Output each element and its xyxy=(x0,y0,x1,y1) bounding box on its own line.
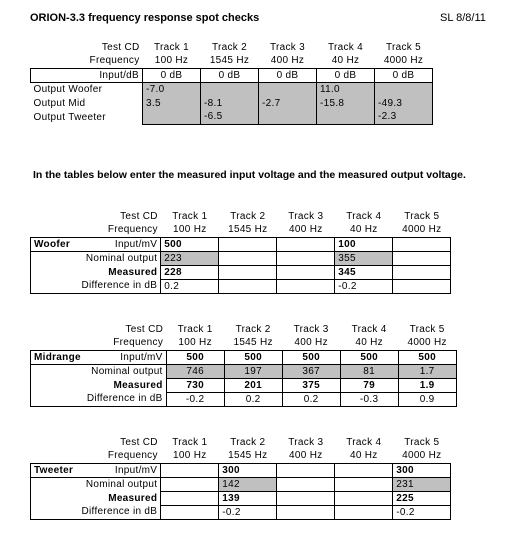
woofer-difference-4: -0.2 xyxy=(335,279,393,293)
track-1-header: Track 1 xyxy=(172,436,208,448)
input-mv-row xyxy=(31,463,451,477)
tweeter-measured-4[interactable] xyxy=(335,491,393,505)
midrange-nominal-5: 1.7 xyxy=(398,364,456,378)
tweeter-section-label: Tweeter xyxy=(31,463,79,477)
output-mid-label: Output Mid xyxy=(33,97,86,109)
frequency-2: 1545 Hz xyxy=(228,224,268,236)
nominal-output-row xyxy=(31,477,451,491)
midrange-difference-5: 0.9 xyxy=(398,392,456,406)
midrange-nominal-4: 81 xyxy=(340,364,398,378)
woofer-difference-2 xyxy=(219,279,277,293)
tweeter-difference-1 xyxy=(161,505,219,519)
frequency-2: 1545 Hz xyxy=(209,55,250,67)
woofer-measured-5[interactable] xyxy=(393,265,451,279)
input-mv-label: Input/mV xyxy=(79,463,161,477)
output-tweeter-5: -2.3 xyxy=(375,110,433,124)
tweeter-measured-5[interactable]: 225 xyxy=(393,491,451,505)
tweeter-input-2[interactable]: 300 xyxy=(219,463,277,477)
output-tweeter-3 xyxy=(259,110,317,124)
test-cd-label: Test CD xyxy=(120,210,158,222)
track-4-header: Track 4 xyxy=(346,210,382,222)
frequency-label: Frequency xyxy=(89,55,140,67)
woofer-measured-2[interactable] xyxy=(219,265,277,279)
woofer-input-5[interactable] xyxy=(393,237,451,251)
woofer-input-2[interactable] xyxy=(219,237,277,251)
output-woofer-4: 11.0 xyxy=(317,82,375,96)
input-mv-row xyxy=(31,237,451,251)
tweeter-input-4[interactable] xyxy=(335,463,393,477)
input-db-label: Input/dB xyxy=(31,68,143,82)
test-cd-label: Test CD xyxy=(120,436,158,448)
difference-row xyxy=(31,505,451,519)
tweeter-input-1[interactable] xyxy=(161,463,219,477)
input-db-4: 0 dB xyxy=(317,68,375,82)
frequency-3: 400 Hz xyxy=(289,450,323,462)
frequency-4: 40 Hz xyxy=(331,55,360,67)
output-woofer-label: Output Woofer xyxy=(33,83,103,95)
frequency-label: Frequency xyxy=(107,224,158,236)
midrange-input-5[interactable]: 500 xyxy=(398,350,456,364)
nominal-output-label: Nominal output xyxy=(91,365,163,377)
tweeter-nominal-5: 231 xyxy=(393,477,451,491)
measured-row xyxy=(31,378,457,392)
output-tweeter-2: -6.5 xyxy=(201,110,259,124)
track-5-header: Track 5 xyxy=(404,436,440,448)
author-date: SL 8/8/11 xyxy=(440,12,486,24)
midrange-input-1[interactable]: 500 xyxy=(166,350,224,364)
header-row-frequency xyxy=(31,54,433,68)
midrange-measured-2[interactable]: 201 xyxy=(224,378,282,392)
header-row-test-cd xyxy=(31,435,451,449)
input-mv-row xyxy=(31,350,457,364)
frequency-4: 40 Hz xyxy=(355,337,383,349)
measured-label: Measured xyxy=(113,379,163,391)
frequency-1: 100 Hz xyxy=(173,224,207,236)
track-3-header: Track 3 xyxy=(269,41,306,53)
difference-row xyxy=(31,279,451,293)
midrange-section-label: Midrange xyxy=(31,350,84,364)
input-db-2: 0 dB xyxy=(201,68,259,82)
midrange-nominal-2: 197 xyxy=(224,364,282,378)
test-cd-label: Test CD xyxy=(101,41,140,53)
frequency-5: 4000 Hz xyxy=(402,450,442,462)
frequency-label: Frequency xyxy=(113,337,164,349)
output-tweeter-row xyxy=(31,110,433,124)
midrange-measured-3[interactable]: 375 xyxy=(282,378,340,392)
woofer-measured-3[interactable] xyxy=(277,265,335,279)
track-2-header: Track 2 xyxy=(230,436,266,448)
measured-label: Measured xyxy=(108,266,158,278)
woofer-nominal-5 xyxy=(393,251,451,265)
midrange-difference-2: 0.2 xyxy=(224,392,282,406)
woofer-nominal-3 xyxy=(277,251,335,265)
track-2-header: Track 2 xyxy=(211,41,248,53)
midrange-difference-1: -0.2 xyxy=(166,392,224,406)
tweeter-nominal-3 xyxy=(277,477,335,491)
nominal-output-row xyxy=(31,251,451,265)
frequency-label: Frequency xyxy=(107,450,158,462)
midrange-difference-4: -0.3 xyxy=(340,392,398,406)
tweeter-nominal-2: 142 xyxy=(219,477,277,491)
tweeter-difference-3 xyxy=(277,505,335,519)
difference-label: Difference in dB xyxy=(79,505,161,519)
difference-label: Difference in dB xyxy=(84,392,166,406)
woofer-section-label: Woofer xyxy=(31,237,79,251)
tweeter-nominal-4 xyxy=(335,477,393,491)
frequency-4: 40 Hz xyxy=(349,450,378,462)
midrange-measured-5[interactable]: 1.9 xyxy=(398,378,456,392)
measured-label: Measured xyxy=(108,492,158,504)
frequency-3: 400 Hz xyxy=(294,337,328,349)
woofer-nominal-1: 223 xyxy=(161,251,219,265)
difference-row xyxy=(31,392,457,406)
output-woofer-1: -7.0 xyxy=(143,82,201,96)
track-5-header: Track 5 xyxy=(409,323,445,335)
frequency-3: 400 Hz xyxy=(289,224,323,236)
input-db-3: 0 dB xyxy=(259,68,317,82)
frequency-1: 100 Hz xyxy=(154,55,189,67)
frequency-2: 1545 Hz xyxy=(228,450,268,462)
midrange-measured-1[interactable]: 730 xyxy=(166,378,224,392)
woofer-table xyxy=(30,209,451,294)
frequency-4: 40 Hz xyxy=(349,224,378,236)
nominal-output-row xyxy=(31,364,457,378)
header-row-test-cd xyxy=(31,209,451,223)
tweeter-measured-3[interactable] xyxy=(277,491,335,505)
header-row-frequency xyxy=(31,223,451,237)
output-mid-row xyxy=(31,96,433,110)
woofer-input-4[interactable]: 100 xyxy=(335,237,393,251)
output-mid-3: -2.7 xyxy=(259,96,317,110)
track-2-header: Track 2 xyxy=(235,323,271,335)
tweeter-difference-4 xyxy=(335,505,393,519)
woofer-input-3[interactable] xyxy=(277,237,335,251)
track-3-header: Track 3 xyxy=(288,436,324,448)
track-3-header: Track 3 xyxy=(293,323,329,335)
midrange-measured-4[interactable]: 79 xyxy=(340,378,398,392)
track-3-header: Track 3 xyxy=(288,210,324,222)
woofer-difference-5 xyxy=(393,279,451,293)
woofer-input-1[interactable]: 500 xyxy=(161,237,219,251)
woofer-measured-4[interactable]: 345 xyxy=(335,265,393,279)
woofer-difference-1: 0.2 xyxy=(161,279,219,293)
midrange-nominal-1: 746 xyxy=(166,364,224,378)
woofer-nominal-2 xyxy=(219,251,277,265)
midrange-input-2[interactable]: 500 xyxy=(224,350,282,364)
output-woofer-2 xyxy=(201,82,259,96)
measured-row xyxy=(31,491,451,505)
nominal-output-label: Nominal output xyxy=(85,478,158,490)
input-mv-label: Input/mV xyxy=(79,237,161,251)
input-db-row xyxy=(31,68,433,82)
frequency-1: 100 Hz xyxy=(173,450,207,462)
track-2-header: Track 2 xyxy=(230,210,266,222)
midrange-difference-3: 0.2 xyxy=(282,392,340,406)
midrange-nominal-3: 367 xyxy=(282,364,340,378)
header-row-test-cd xyxy=(31,40,433,54)
frequency-5: 4000 Hz xyxy=(407,337,447,349)
nominal-output-label: Nominal output xyxy=(85,252,158,264)
tweeter-input-5[interactable]: 300 xyxy=(393,463,451,477)
output-mid-5: -49.3 xyxy=(375,96,433,110)
measured-row xyxy=(31,265,451,279)
output-tweeter-4 xyxy=(317,110,375,124)
output-mid-4: -15.8 xyxy=(317,96,375,110)
track-1-header: Track 1 xyxy=(172,210,208,222)
track-5-header: Track 5 xyxy=(385,41,422,53)
track-5-header: Track 5 xyxy=(404,210,440,222)
output-tweeter-label: Output Tweeter xyxy=(33,111,106,123)
tweeter-measured-1[interactable] xyxy=(161,491,219,505)
summary-table xyxy=(30,40,433,125)
midrange-table xyxy=(30,322,457,407)
tweeter-measured-2[interactable]: 139 xyxy=(219,491,277,505)
frequency-2: 1545 Hz xyxy=(233,337,273,349)
header-row-frequency xyxy=(31,449,451,463)
tweeter-input-3[interactable] xyxy=(277,463,335,477)
tweeter-nominal-1 xyxy=(161,477,219,491)
track-4-header: Track 4 xyxy=(327,41,364,53)
output-woofer-5 xyxy=(375,82,433,96)
track-1-header: Track 1 xyxy=(153,41,190,53)
input-mv-label: Input/mV xyxy=(84,350,166,364)
woofer-difference-3 xyxy=(277,279,335,293)
track-4-header: Track 4 xyxy=(351,323,387,335)
woofer-nominal-4: 355 xyxy=(335,251,393,265)
page-title: ORION-3.3 frequency response spot checks xyxy=(30,12,260,24)
header-row-frequency xyxy=(31,336,457,350)
midrange-input-3[interactable]: 500 xyxy=(282,350,340,364)
input-db-1: 0 dB xyxy=(143,68,201,82)
output-tweeter-1 xyxy=(143,110,201,124)
midrange-input-4[interactable]: 500 xyxy=(340,350,398,364)
output-woofer-row xyxy=(31,82,433,96)
frequency-5: 4000 Hz xyxy=(402,224,442,236)
output-mid-1: 3.5 xyxy=(143,96,201,110)
frequency-3: 400 Hz xyxy=(270,55,305,67)
track-4-header: Track 4 xyxy=(346,436,382,448)
tweeter-difference-2: -0.2 xyxy=(219,505,277,519)
woofer-measured-1[interactable]: 228 xyxy=(161,265,219,279)
difference-label: Difference in dB xyxy=(79,279,161,293)
tweeter-difference-5: -0.2 xyxy=(393,505,451,519)
tweeter-table xyxy=(30,435,451,520)
instruction-text: In the tables below enter the measured input voltage and the measured output voltage. xyxy=(33,169,466,181)
header-row-test-cd xyxy=(31,322,457,336)
track-1-header: Track 1 xyxy=(177,323,213,335)
frequency-5: 4000 Hz xyxy=(383,55,424,67)
input-db-5: 0 dB xyxy=(375,68,433,82)
test-cd-label: Test CD xyxy=(125,323,164,335)
frequency-1: 100 Hz xyxy=(178,337,212,349)
output-woofer-3 xyxy=(259,82,317,96)
output-mid-2: -8.1 xyxy=(201,96,259,110)
